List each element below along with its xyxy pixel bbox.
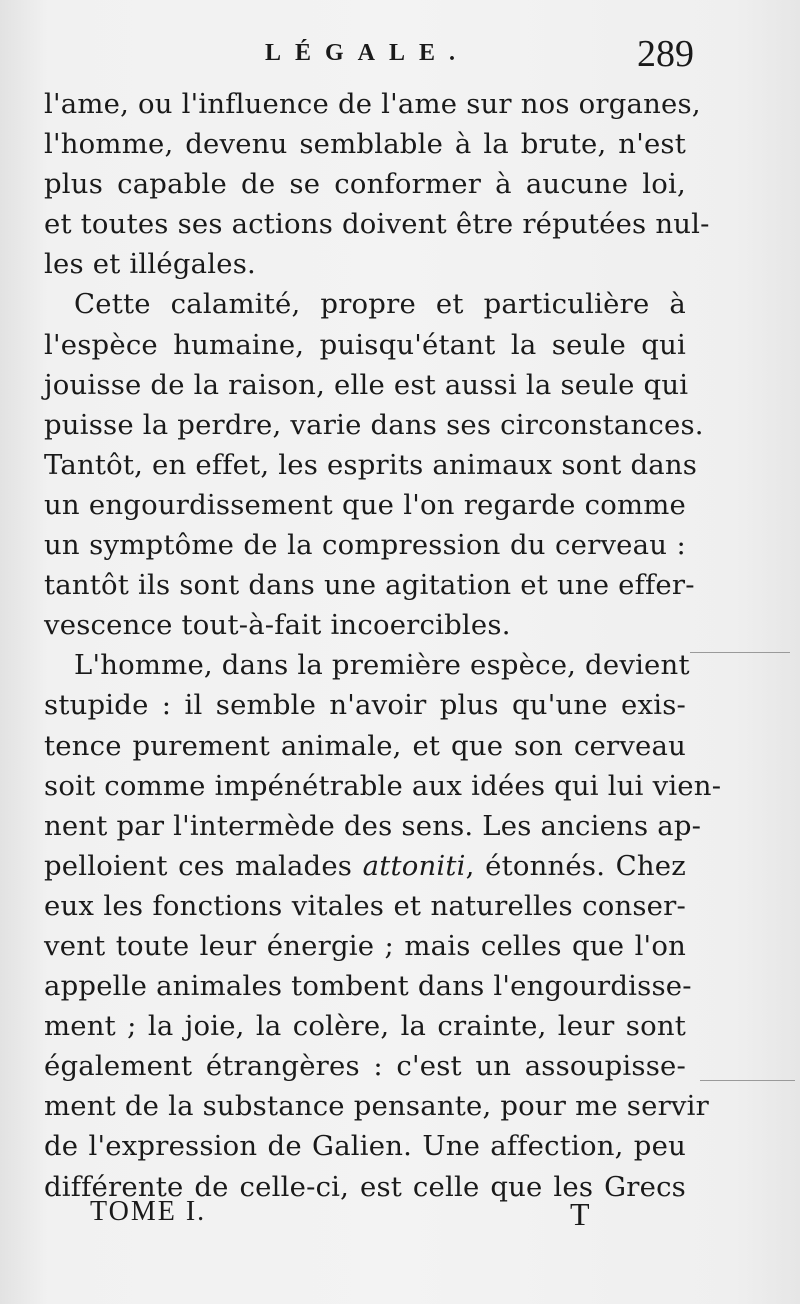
paragraph-start-line: L'homme, dans la première espèce, devient [74, 649, 690, 682]
text-line: Tantôt, en effet, les esprits animaux sont dans [44, 448, 698, 481]
text-line: jouisse de la raison, elle est aussi la seule qui [44, 368, 689, 401]
text-line: vescence tout-à-fait incoercibles. [44, 609, 511, 642]
italic-term: attoniti [362, 849, 466, 882]
text-line: tantôt ils sont dans une agitation et une effer- [44, 569, 695, 602]
text-line: tence purement animale, et que son cerveau [44, 729, 686, 762]
running-head [40, 30, 694, 80]
text-line: plus capable de se conformer à aucune loi, [44, 168, 686, 201]
text-line: appelle animales tombent dans l'engourdisse- [44, 970, 692, 1003]
page-number: 289 [637, 33, 694, 75]
text-line: ment de la substance pensante, pour me servir [44, 1090, 709, 1123]
volume-signature: TOME I. [90, 1196, 207, 1227]
margin-pencil-mark [690, 652, 790, 653]
text-line: également étrangères : c'est un assoupisse- [44, 1050, 686, 1083]
text-line-with-italic [44, 846, 686, 886]
text-line: ment ; la joie, la colère, la crainte, leur sont [44, 1010, 686, 1043]
text-line: de l'expression de Galien. Une affection, peu [44, 1130, 686, 1163]
text-line: les et illégales. [44, 248, 256, 281]
text-line: un symptôme de la compression du cerveau : [44, 529, 686, 562]
text-fragment: pelloient ces malades [44, 849, 353, 882]
body-text [44, 84, 722, 1207]
running-title: LÉGALE. [265, 40, 470, 66]
gathering-signature: T [570, 1196, 590, 1232]
margin-pencil-mark [700, 1080, 795, 1081]
text-line: l'homme, devenu semblable à la brute, n'est [44, 128, 686, 161]
text-line: stupide : il semble n'avoir plus qu'une exis- [44, 689, 686, 722]
text-line: eux les fonctions vitales et naturelles conser- [44, 889, 686, 922]
text-line: nent par l'intermède des sens. Les anciens ap- [44, 809, 702, 842]
text-fragment: , étonnés. Chez [465, 849, 686, 882]
text-line: puisse la perdre, varie dans ses circonstances. [44, 408, 704, 441]
paragraph-start-line: Cette calamité, propre et particulière à [74, 288, 686, 321]
text-line: un engourdissement que l'on regarde comme [44, 488, 686, 521]
text-line: et toutes ses actions doivent être réputées nul- [44, 208, 710, 241]
text-line: différente de celle-ci, est celle que les Grecs [44, 1170, 686, 1203]
page-footer [90, 1196, 610, 1246]
text-line: l'espèce humaine, puisqu'étant la seule qui [44, 328, 686, 361]
text-line: soit comme impénétrable aux idées qui lui vien- [44, 769, 722, 802]
text-line: vent toute leur énergie ; mais celles que l'on [44, 929, 686, 962]
text-line: l'ame, ou l'influence de l'ame sur nos organes, [44, 88, 701, 120]
